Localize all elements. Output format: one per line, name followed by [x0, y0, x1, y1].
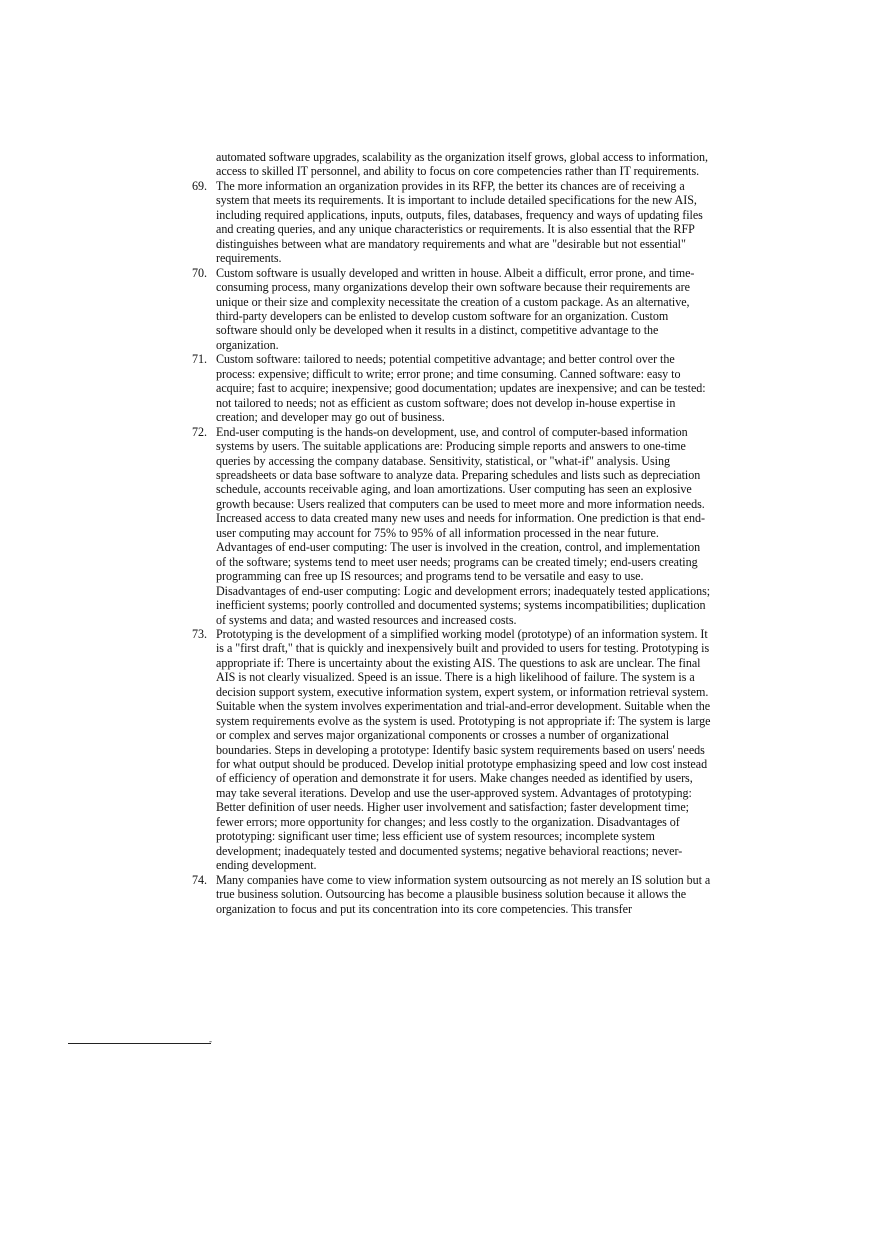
list-item: [192, 425, 712, 627]
list-item: [192, 627, 712, 873]
list-item: [192, 266, 712, 353]
item-number: 69.: [192, 178, 207, 193]
item-number: 70.: [192, 265, 207, 280]
item-number: 72.: [192, 424, 207, 439]
item-number: 73.: [192, 626, 207, 641]
continued-paragraph: automated software upgrades, scalability as the organization itself grows, global access to information, access to skilled IT personnel, and ability to focus on core competencies rather than IT requirements.: [216, 150, 708, 179]
item-text: Custom software: tailored to needs; potential competitive advantage; and better control over the process: expensive; difficult to write; error prone; and time consuming. Canned software: easy to acquire; fast to acquire; inexpensive; good documentation; updates are inexpensive; and can be tested: not tailored to needs; not as efficient as custom software; does not develop in-house expertise in creation; and developer may go out of business.: [216, 352, 706, 425]
item-text: End-user computing is the hands-on development, use, and control of computer-based information systems by users. The suitable applications are: Producing simple reports and answers to one-time queries by accessing the company database. Sensitivity, statistical, or "what-if" analysis. Using spreadsheets or data base software to analyze data. Preparing schedules and lists such as depreciation schedule, accounts receivable aging, and loan amortizations. User computing has seen an explosive growth because: Users realized that computers can be used to meet more and more information needs. Increased access to data created many new uses and needs for information. One prediction is that end-user computing may account for 75% to 95% of all information processed in the near future. Advantages of end-user computing: The user is involved in the creation, control, and implementation of the software; systems tend to meet user needs; programs can be created timely; end-users creating programming can free up IS resources; and programs tend to be versatile and easy to use. Disadvantages of end-user computing: Logic and development errors; inadequately tested applications; inefficient systems; poorly controlled and documented systems; systems incompatibilities; duplication of systems and data; and wasted resources and increased costs.: [216, 424, 711, 627]
item-text: Many companies have come to view information system outsourcing as not merely an IS solution but a true business solution. Outsourcing has become a plausible business solution because it allows the organization to focus and put its concentration into its core competencies. This transfer: [216, 872, 711, 916]
item-text: Prototyping is the development of a simplified working model (prototype) of an information system. It is a "first draft," that is quickly and inexpensively built and provided to users for testing. Prototyping is appropriate if: There is uncertainty about the existing AIS. The questions to ask are unclear. The final AIS is not clearly visualized. Speed is an issue. There is a high likelihood of failure. The system is a decision support system, executive information system, expert system, or information retrieval system. Suitable when the system involves experimentation and trial-and-error development. Suitable when the system requirements evolve as the system is used. Prototyping is not appropriate if: The system is large or complex and serves major organizational components or crosses a number of organizational boundaries. Steps in developing a prototype: Identify basic system requirements based on users' needs for what output should be produced. Develop initial prototype emphasizing speed and low cost instead of efficiency of operation and demonstrate it for users. Make changes needed as identified by users, may take several iterations. Develop and use the user-approved system. Advantages of prototyping: Better definition of user needs. Higher user involvement and satisfaction; faster development time; fewer errors; more opportunity for changes; and less costly to the organization. Disadvantages of prototyping: significant user time; less efficient use of system resources; incomplete system development; inadequately tested and documented systems; negative behavioral reactions; never-ending development.: [216, 626, 711, 873]
footnote-mark: -: [209, 1036, 212, 1046]
answer-list: [192, 150, 712, 916]
list-item: [192, 873, 712, 916]
list-item: [192, 179, 712, 266]
item-text: The more information an organization provides in its RFP, the better its chances are of receiving a system that meets its requirements. It is important to include detailed specifications for the new AIS, including required applications, inputs, outputs, files, databases, frequency and ways of updating files and creating queries, and any unique characteristics or requirements. It is also essential that the RFP distinguishes between what are mandatory requirements and what are "desirable but not essential" requirements.: [216, 178, 703, 266]
footnote-separator: [68, 1043, 211, 1044]
list-item: [192, 352, 712, 424]
item-number: 74.: [192, 872, 207, 887]
item-number: 71.: [192, 352, 207, 367]
item-text: Custom software is usually developed and written in house. Albeit a difficult, error prone, and time- consuming process, many organizations develop their own software because their requirements are unique or their size and complexity necessitate the creation of a custom package. As an alternative, third-party developers can be enlisted to develop custom software for an organization. Custom software should only be developed when it results in a distinct, competitive advantage to the organization.: [216, 265, 695, 352]
